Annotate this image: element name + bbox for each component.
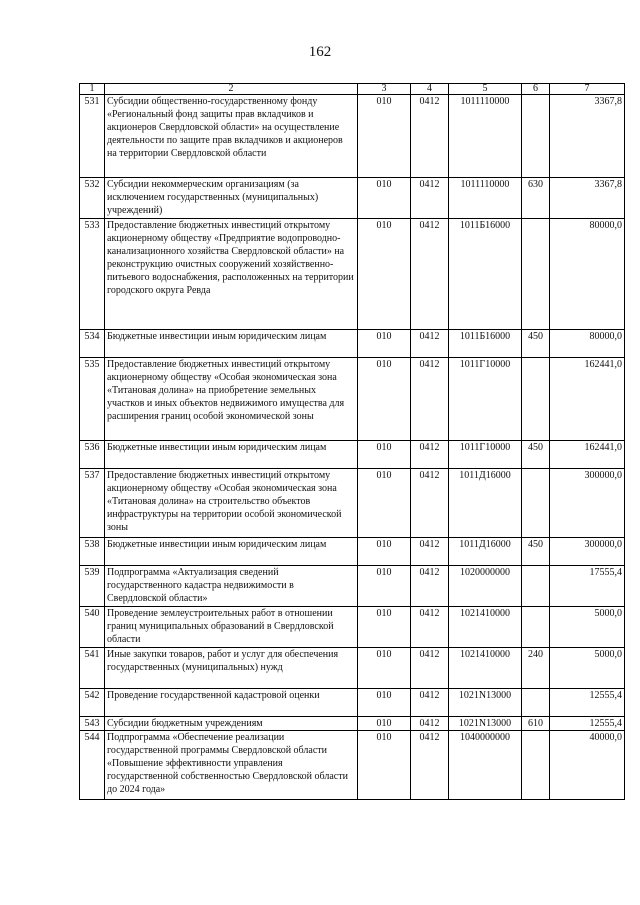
row-number: 538 — [80, 538, 105, 566]
row-amount: 5000,0 — [550, 607, 625, 648]
row-type-code: 610 — [522, 717, 550, 731]
table-header-row — [80, 84, 625, 95]
table-row — [80, 330, 625, 358]
row-section-code: 0412 — [411, 607, 449, 648]
row-target-code: 1021N13000 — [449, 689, 522, 717]
row-section-code: 0412 — [411, 648, 449, 689]
row-amount: 80000,0 — [550, 330, 625, 358]
table-row — [80, 441, 625, 469]
row-name: Иные закупки товаров, работ и услуг для обеспечения государственных (муниципальных) нужд — [105, 648, 358, 689]
table-row — [80, 538, 625, 566]
row-number: 539 — [80, 566, 105, 607]
row-number: 532 — [80, 178, 105, 219]
row-section-code: 0412 — [411, 538, 449, 566]
row-number: 537 — [80, 469, 105, 538]
row-amount: 162441,0 — [550, 441, 625, 469]
row-name: Проведение государственной кадастровой оценки — [105, 689, 358, 717]
table-row — [80, 717, 625, 731]
row-type-code: 450 — [522, 441, 550, 469]
row-section-code: 0412 — [411, 358, 449, 441]
row-ministry-code: 010 — [358, 689, 411, 717]
row-target-code: 1011Д16000 — [449, 469, 522, 538]
row-ministry-code: 010 — [358, 178, 411, 219]
row-type-code — [522, 358, 550, 441]
row-target-code: 1011110000 — [449, 178, 522, 219]
row-amount: 40000,0 — [550, 731, 625, 800]
row-name: Бюджетные инвестиции иным юридическим лицам — [105, 538, 358, 566]
column-header: 1 — [80, 84, 105, 95]
row-number: 534 — [80, 330, 105, 358]
row-ministry-code: 010 — [358, 469, 411, 538]
row-name: Предоставление бюджетных инвестиций открытому акционерному обществу «Особая экономическая зона «Титановая долина» на приобретение земельных участков и иных объектов недвижимого имущества для расширения границ особой экономической зоны — [105, 358, 358, 441]
table-row — [80, 178, 625, 219]
table-row — [80, 648, 625, 689]
row-number: 535 — [80, 358, 105, 441]
row-ministry-code: 010 — [358, 648, 411, 689]
row-ministry-code: 010 — [358, 566, 411, 607]
row-amount: 300000,0 — [550, 469, 625, 538]
row-name: Подпрограмма «Обеспечение реализации государственной программы Свердловской области «Повышение эффективности управления государственной собственностью Свердловской области до 2024 года» — [105, 731, 358, 800]
row-type-code — [522, 469, 550, 538]
row-ministry-code: 010 — [358, 441, 411, 469]
row-name: Предоставление бюджетных инвестиций открытому акционерному обществу «Особая экономическая зона «Титановая долина» на строительство объектов инфраструктуры на территории особой экономической зоны — [105, 469, 358, 538]
table-row — [80, 607, 625, 648]
row-ministry-code: 010 — [358, 330, 411, 358]
row-name: Субсидии некоммерческим организациям (за исключением государственных (муниципальных) учреждений) — [105, 178, 358, 219]
row-type-code: 630 — [522, 178, 550, 219]
row-target-code: 1011Г10000 — [449, 358, 522, 441]
column-header: 6 — [522, 84, 550, 95]
row-number: 540 — [80, 607, 105, 648]
row-amount: 3367,8 — [550, 95, 625, 178]
row-name: Субсидии бюджетным учреждениям — [105, 717, 358, 731]
row-section-code: 0412 — [411, 219, 449, 330]
row-name: Предоставление бюджетных инвестиций открытому акционерному обществу «Предприятие водопроводно-канализационного хозяйства Свердловской области» на реконструкцию очистных сооружений хозяйственно-питьевого водоснабжения, расположенных на территории городского округа Ревда — [105, 219, 358, 330]
row-ministry-code: 010 — [358, 538, 411, 566]
column-header: 7 — [550, 84, 625, 95]
row-type-code — [522, 731, 550, 800]
budget-table — [79, 83, 625, 800]
row-target-code: 1021N13000 — [449, 717, 522, 731]
table-row — [80, 689, 625, 717]
row-section-code: 0412 — [411, 441, 449, 469]
row-amount: 80000,0 — [550, 219, 625, 330]
row-amount: 12555,4 — [550, 689, 625, 717]
row-number: 533 — [80, 219, 105, 330]
row-type-code: 240 — [522, 648, 550, 689]
row-section-code: 0412 — [411, 95, 449, 178]
row-target-code: 1011110000 — [449, 95, 522, 178]
row-amount: 3367,8 — [550, 178, 625, 219]
table-row — [80, 566, 625, 607]
row-amount: 5000,0 — [550, 648, 625, 689]
row-type-code — [522, 566, 550, 607]
row-section-code: 0412 — [411, 178, 449, 219]
row-amount: 162441,0 — [550, 358, 625, 441]
row-ministry-code: 010 — [358, 731, 411, 800]
row-name: Проведение землеустроительных работ в отношении границ муниципальных образований в Свердловской области — [105, 607, 358, 648]
row-type-code — [522, 689, 550, 717]
row-name: Бюджетные инвестиции иным юридическим лицам — [105, 330, 358, 358]
row-section-code: 0412 — [411, 689, 449, 717]
row-name: Подпрограмма «Актуализация сведений государственного кадастра недвижимости в Свердловской области» — [105, 566, 358, 607]
row-type-code — [522, 95, 550, 178]
page-number: 162 — [308, 44, 332, 60]
row-target-code: 1011Г10000 — [449, 441, 522, 469]
row-section-code: 0412 — [411, 566, 449, 607]
row-number: 536 — [80, 441, 105, 469]
column-header: 2 — [105, 84, 358, 95]
row-target-code: 1020000000 — [449, 566, 522, 607]
row-target-code: 1011Б16000 — [449, 219, 522, 330]
row-target-code: 1040000000 — [449, 731, 522, 800]
row-target-code: 1011Б16000 — [449, 330, 522, 358]
row-target-code: 1021410000 — [449, 607, 522, 648]
table-row — [80, 95, 625, 178]
row-ministry-code: 010 — [358, 95, 411, 178]
row-number: 542 — [80, 689, 105, 717]
table-row — [80, 731, 625, 800]
table-row — [80, 219, 625, 330]
row-type-code — [522, 219, 550, 330]
row-section-code: 0412 — [411, 469, 449, 538]
row-type-code: 450 — [522, 538, 550, 566]
column-header: 5 — [449, 84, 522, 95]
column-header: 3 — [358, 84, 411, 95]
column-header: 4 — [411, 84, 449, 95]
row-target-code: 1021410000 — [449, 648, 522, 689]
row-name: Субсидии общественно-государственному фонду «Региональный фонд защиты прав вкладчиков и акционеров Свердловской области» на осуществление деятельности по защите прав вкладчиков и акционеров на территории Свердловской области — [105, 95, 358, 178]
row-number: 544 — [80, 731, 105, 800]
row-type-code — [522, 607, 550, 648]
row-section-code: 0412 — [411, 330, 449, 358]
table-row — [80, 358, 625, 441]
row-target-code: 1011Д16000 — [449, 538, 522, 566]
row-section-code: 0412 — [411, 717, 449, 731]
row-name: Бюджетные инвестиции иным юридическим лицам — [105, 441, 358, 469]
row-amount: 300000,0 — [550, 538, 625, 566]
row-type-code: 450 — [522, 330, 550, 358]
row-number: 543 — [80, 717, 105, 731]
row-number: 541 — [80, 648, 105, 689]
row-ministry-code: 010 — [358, 717, 411, 731]
row-ministry-code: 010 — [358, 607, 411, 648]
table-row — [80, 469, 625, 538]
row-amount: 17555,4 — [550, 566, 625, 607]
row-amount: 12555,4 — [550, 717, 625, 731]
row-ministry-code: 010 — [358, 358, 411, 441]
row-section-code: 0412 — [411, 731, 449, 800]
row-number: 531 — [80, 95, 105, 178]
row-ministry-code: 010 — [358, 219, 411, 330]
